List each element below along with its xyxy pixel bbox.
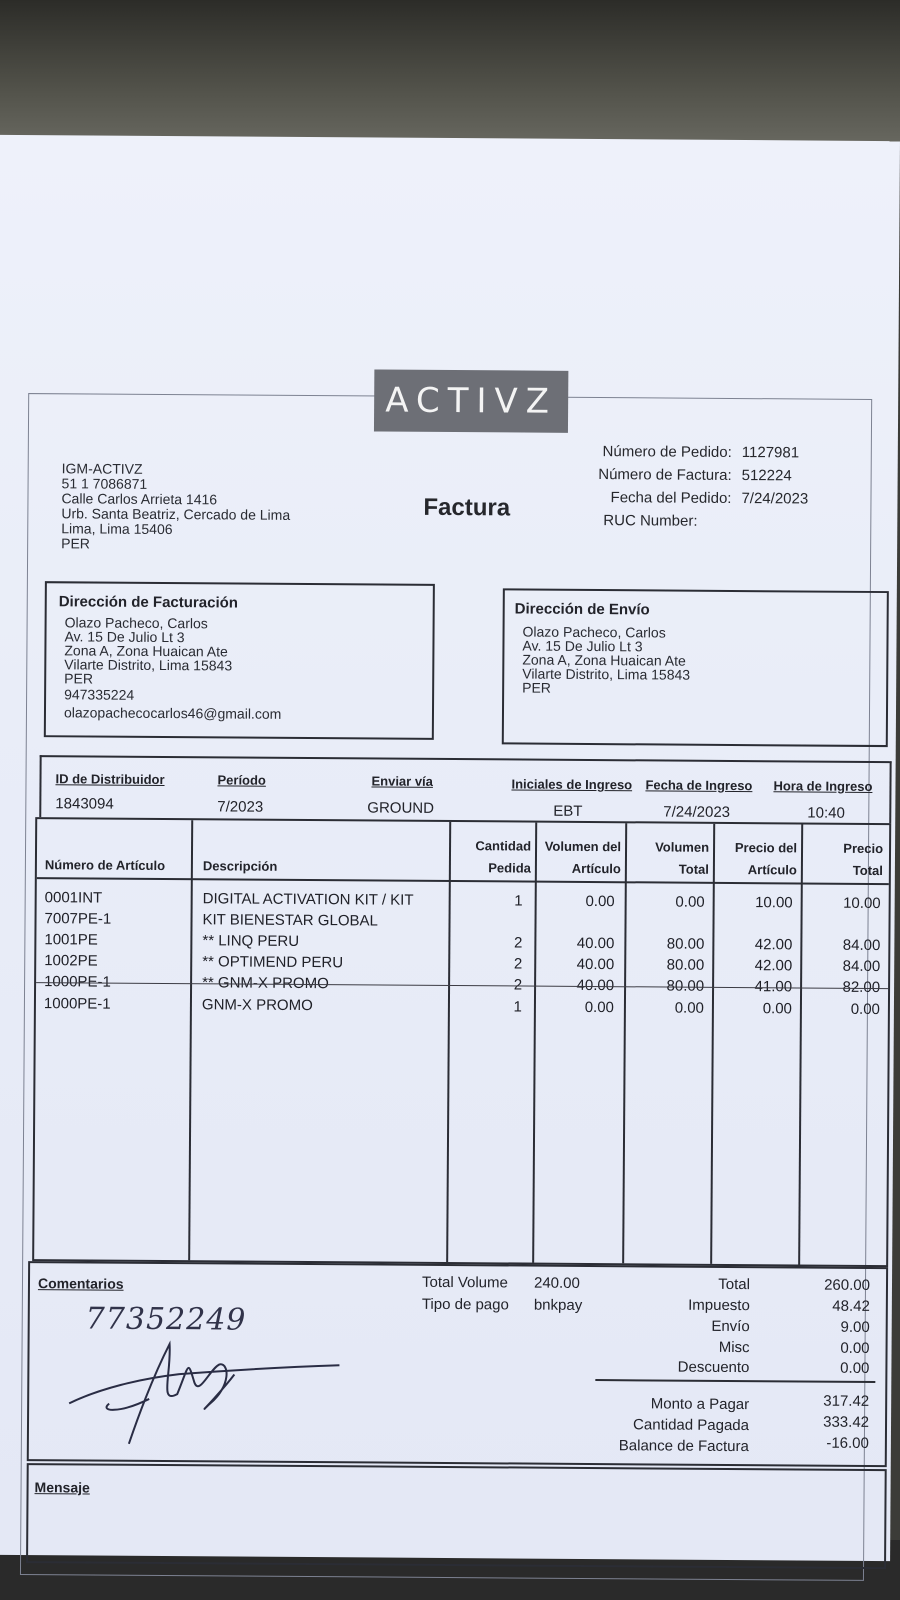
shipping-line: Zona A, Zona Huaican Ate — [522, 651, 686, 669]
item-number-header: Número de Artículo — [44, 857, 166, 874]
billing-address-box — [44, 581, 435, 740]
amount-paid-label: Cantidad Pagada — [633, 1416, 750, 1435]
item-volume-cell: 40.00 — [576, 934, 615, 953]
total-volume-cell: 0.00 — [674, 999, 704, 1017]
shipping-label: Envío — [711, 1317, 750, 1336]
shipping-line: Olazo Pacheco, Carlos — [522, 623, 666, 641]
ship-via-value: GROUND — [367, 799, 435, 817]
unit-price-header-top: Precio del — [734, 840, 798, 856]
payment-type-label: Tipo de pago — [421, 1295, 509, 1314]
shipping-line: PER — [522, 679, 552, 696]
total-price-cell: 84.00 — [842, 936, 881, 955]
item-volume-cell — [537, 914, 615, 915]
quantity-header-top: Cantidad — [475, 838, 532, 854]
column-divider — [446, 822, 451, 1262]
total-price-cell: 84.00 — [842, 957, 881, 976]
unit-price-cell: 42.00 — [754, 936, 793, 954]
company-address-line: Lima, Lima 15406 — [61, 520, 173, 538]
ruc-row — [581, 512, 741, 530]
total-value: 260.00 — [824, 1276, 871, 1294]
tax-label: Impuesto — [688, 1296, 750, 1315]
unit-price-cell: 42.00 — [754, 957, 793, 975]
total-volume-cell: 0.00 — [675, 893, 705, 911]
column-divider — [710, 824, 715, 1264]
amount-due-value: 317.42 — [823, 1392, 870, 1410]
item-number-cell: 1000PE-1 — [44, 973, 111, 991]
order-number-row — [582, 443, 799, 462]
handwritten-comment: 77352249 — [85, 1301, 247, 1338]
period-header: Período — [217, 772, 266, 788]
background-surface-top — [0, 0, 900, 150]
item-volume-header-top: Volumen del — [544, 838, 622, 855]
billing-email: olazopachecocarlos46@gmail.com — [63, 704, 282, 722]
invoice-number-value: 512224 — [741, 467, 792, 485]
total-price-cell — [803, 915, 881, 916]
description-cell: ** GNM-X PROMO — [202, 974, 329, 993]
shipping-line: Vilarte Distrito, Lima 15843 — [522, 665, 691, 683]
item-number-cell: 1000PE-1 — [43, 995, 111, 1013]
total-price-cell: 0.00 — [850, 1000, 880, 1019]
unit-price-header-bottom: Artículo — [747, 862, 797, 878]
item-number-cell: 1001PE — [44, 931, 98, 949]
invoice-balance-value: -16.00 — [826, 1434, 869, 1452]
item-number-cell: 1002PE — [44, 952, 98, 970]
payment-type-value: bnkpay — [533, 1296, 583, 1314]
billing-line: Zona A, Zona Huaican Ate — [64, 642, 228, 660]
order-number-value: 1127981 — [741, 444, 800, 462]
item-volume-cell: 0.00 — [584, 998, 614, 1017]
ruc-label: RUC Number: — [603, 512, 698, 530]
summary-box — [27, 1261, 888, 1467]
amount-due-label: Monto a Pagar — [650, 1395, 750, 1414]
quantity-cell: 2 — [513, 955, 523, 973]
entry-initials-value: EBT — [553, 802, 583, 820]
entry-initials-header: Iniciales de Ingreso — [511, 776, 633, 793]
period-value: 7/2023 — [217, 798, 264, 816]
column-divider — [532, 823, 537, 1263]
invoice-paper — [0, 135, 900, 1561]
description-cell: ** OPTIMEND PERU — [202, 953, 344, 972]
discount-value: 0.00 — [840, 1359, 870, 1377]
signature-image — [59, 1333, 350, 1455]
unit-price-cell: 10.00 — [755, 894, 793, 912]
misc-value: 0.00 — [840, 1339, 870, 1357]
shipping-line: Av. 15 De Julio Lt 3 — [522, 637, 643, 655]
company-name: IGM-ACTIVZ — [61, 460, 143, 477]
item-volume-cell: 0.00 — [585, 892, 615, 911]
total-label: Total — [718, 1275, 751, 1294]
entry-date-header: Fecha de Ingreso — [645, 777, 753, 794]
total-volume-header-bottom: Total — [678, 861, 709, 877]
unit-price-cell: 0.00 — [762, 1000, 792, 1018]
total-volume-value: 240.00 — [533, 1274, 580, 1292]
quantity-cell: 1 — [513, 998, 522, 1016]
column-divider — [798, 824, 803, 1264]
total-price-header-top: Precio — [843, 840, 884, 857]
page-title: Factura — [423, 493, 511, 522]
amount-paid-value: 333.42 — [823, 1413, 870, 1431]
description-cell: ** LINQ PERU — [202, 932, 300, 950]
total-volume-cell: 80.00 — [666, 956, 705, 974]
quantity-cell: 2 — [513, 934, 523, 952]
activz-logo: ACTIVZ — [374, 369, 568, 432]
entry-date-value: 7/24/2023 — [663, 803, 731, 821]
order-date-row — [581, 489, 808, 508]
billing-line: Av. 15 De Julio Lt 3 — [64, 628, 185, 646]
description-cell: GNM-X PROMO — [201, 996, 313, 1015]
quantity-header-bottom: Pedida — [488, 860, 531, 876]
distributor-id-header: ID de Distribuidor — [55, 771, 165, 788]
total-volume-cell — [627, 914, 705, 915]
total-price-cell: 10.00 — [843, 894, 881, 913]
company-address-line: Urb. Santa Beatriz, Cercado de Lima — [61, 505, 291, 523]
item-number-cell: 7007PE-1 — [44, 910, 112, 928]
column-divider — [622, 823, 627, 1263]
company-address-line: Calle Carlos Arrieta 1416 — [61, 490, 218, 508]
description-header: Descripción — [202, 858, 278, 874]
discount-label: Descuento — [677, 1358, 750, 1377]
shipping-value: 9.00 — [840, 1318, 870, 1336]
order-date-label: Fecha del Pedido: — [610, 489, 732, 507]
invoice-number-label: Número de Factura: — [598, 466, 732, 484]
description-cell: DIGITAL ACTIVATION KIT / KIT — [202, 890, 414, 909]
description-cell: KIT BIENESTAR GLOBAL — [202, 911, 378, 930]
misc-label: Misc — [718, 1338, 750, 1357]
order-date-value: 7/24/2023 — [741, 490, 809, 508]
total-price-cell: 82.00 — [842, 978, 881, 997]
total-volume-header-top: Volumen — [655, 839, 710, 855]
company-country: PER — [61, 535, 91, 552]
column-divider — [188, 820, 193, 1260]
header-divider — [37, 877, 889, 885]
entry-time-value: 10:40 — [807, 804, 845, 822]
total-volume-label: Total Volume — [421, 1273, 508, 1292]
ship-via-header: Enviar vía — [371, 773, 433, 789]
item-volume-header-bottom: Artículo — [571, 860, 621, 877]
order-number-label: Número de Pedido: — [602, 443, 732, 461]
billing-line: Vilarte Distrito, Lima 15843 — [64, 656, 233, 674]
billing-phone: 947335224 — [64, 686, 135, 703]
shipping-address-title: Dirección de Envío — [514, 600, 650, 619]
total-volume-cell: 80.00 — [666, 935, 705, 953]
billing-address-title: Dirección de Facturación — [58, 593, 239, 612]
tax-value: 48.42 — [832, 1297, 870, 1315]
totals-divider — [595, 1379, 875, 1383]
items-table — [32, 817, 891, 1267]
order-info-strip — [39, 755, 891, 823]
quantity-cell: 1 — [514, 892, 523, 910]
distributor-id-value: 1843094 — [55, 795, 114, 813]
company-phone: 51 1 7086871 — [61, 475, 148, 492]
shipping-address-box — [502, 588, 889, 747]
billing-line: Olazo Pacheco, Carlos — [64, 614, 208, 632]
item-number-cell: 0001INT — [44, 889, 103, 907]
quantity-cell — [451, 913, 523, 914]
billing-line: PER — [64, 670, 94, 687]
entry-time-header: Hora de Ingreso — [773, 778, 873, 794]
total-price-header-bottom: Total — [852, 862, 883, 879]
invoice-number-row — [582, 466, 792, 484]
unit-price-cell — [715, 915, 793, 916]
invoice-balance-label: Balance de Factura — [618, 1437, 749, 1456]
comments-label: Comentarios — [37, 1275, 124, 1292]
item-volume-cell: 40.00 — [576, 955, 615, 974]
message-box — [26, 1463, 887, 1569]
message-label: Mensaje — [34, 1479, 90, 1496]
